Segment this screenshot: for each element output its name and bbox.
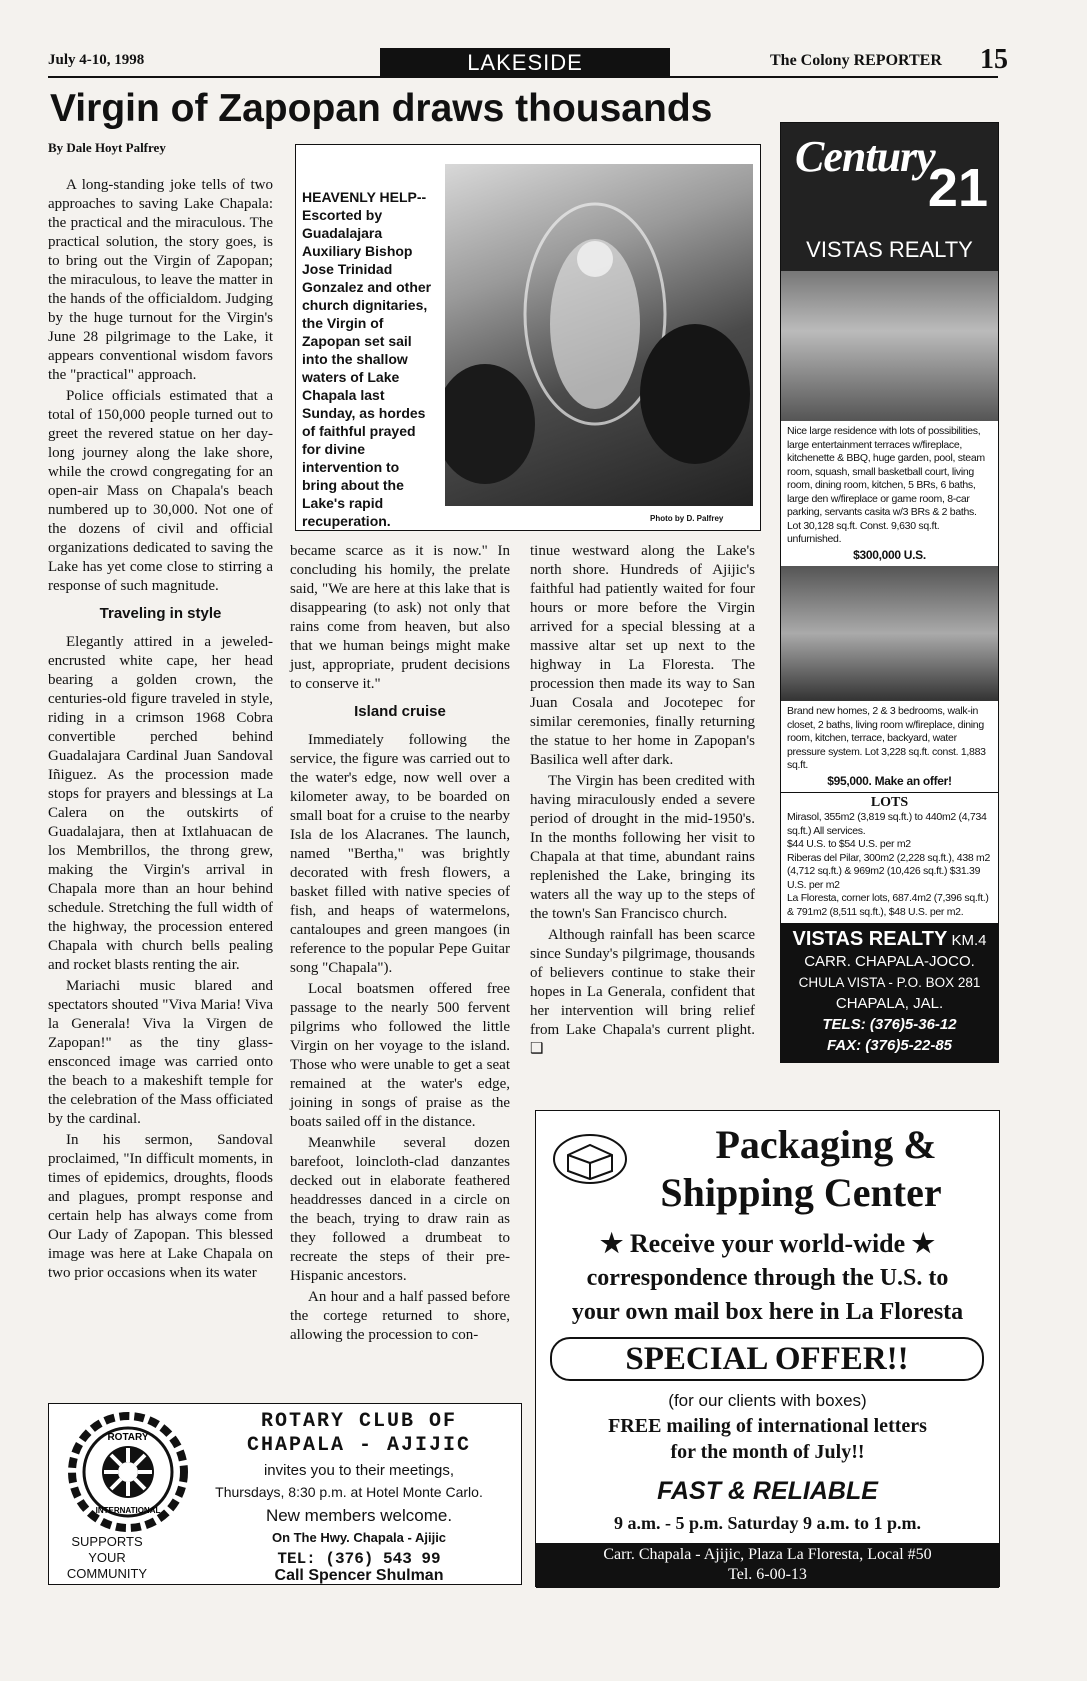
- rotary-welcome: New members welcome.: [265, 1506, 453, 1525]
- offer-month: for the month of July!!: [670, 1441, 865, 1463]
- paragraph: In his sermon, Sandoval proclaimed, "In difficult moments, in times of epidemics, droughts, floods and plagues, prompt response and certain help has always come from Our Lady of Zapopan. This blessed image was here at Lake Chapala on two prior occasions when its water: [48, 1132, 273, 1281]
- listing-2-price: $95,000. Make an offer!: [827, 773, 952, 788]
- subhead-traveling: Traveling in style: [99, 605, 222, 622]
- business-hours: 9 a.m. - 5 p.m. Saturday 9 a.m. to 1 p.m.: [613, 1513, 921, 1533]
- paragraph: Although rainfall has been scarce since Sunday's pilgrimage, thousands of believers continue to stake their hopes in La Generala, confident that her intervention will bring relief from Lake Chapala's current plight. ❑: [530, 927, 755, 1057]
- issue-date: July 4-10, 1998: [48, 52, 145, 68]
- vistas-address-line: CHULA VISTA - P.O. BOX 281: [798, 975, 981, 990]
- century21-brand: VISTAS REALTY: [806, 237, 973, 262]
- listing-1: [781, 421, 998, 566]
- correspondence-line: correspondence through the U.S. to: [586, 1265, 949, 1291]
- rotary-contact: Call Spencer Shulman: [274, 1567, 444, 1584]
- rotary-meeting-time: Thursdays, 8:30 p.m. at Hotel Monte Carlo.: [215, 1484, 483, 1500]
- paragraph: Local boatsmen offered free passage to the nearly 500 fervent pilgrims who followed the little Virgin on her voyage to the island. Those who were unable to get a seat remained at the water's edge, joining in songs of praise as the boats sailed off in the distance.: [290, 981, 510, 1130]
- paragraph: tinue westward along the Lake's north shore. Hundreds of Ajijic's faithful had patiently waited for four hours or more before the Virgin arrived for a special blessing at a massive altar set up next to the highway in La Floresta. The procession then made its way to San Juan Cosala and Jocotepec for similar ceremonies, finally returning the statue to her home in Zapopan's Basilica well after dark.: [530, 543, 755, 768]
- vistas-name: VISTAS REALTY: [792, 928, 948, 950]
- vistas-contact: [781, 923, 998, 1062]
- vistas-km: KM.4: [951, 932, 987, 949]
- photo-caption: HEAVENLY HELP-- Escorted by Guadalajara Auxiliary Bishop Jose Trinidad Gonzalez and other church dignitaries, the Virgin of Zapopan set sail into the shallow waters of Lake Chapala last Sunday, as hordes of faithful prayed for divine intervention to bring about the Lake's rapid recuperation.: [302, 189, 432, 529]
- photo-credit: Photo by D. Palfrey: [650, 514, 724, 523]
- paragraph: Immediately following the service, the figure was carried out to the water's edge, now well over a kilometer away, to be boarded on small boat for a cruise to the nearby Isla de los Alacranes. The launch, named "Bertha," was brightly decorated with fresh flowers, a basket filled with native species of fish, and heaps of watermelons, cantaloupes and green mangoes (in reference to the popular Pepe Guitar song "Chapala").: [290, 732, 510, 976]
- masthead-rule: [48, 76, 998, 78]
- rotary-title-2: CHAPALA - AJIJIC: [246, 1434, 472, 1457]
- supports-line: YOUR: [88, 1550, 126, 1565]
- article-column-1: [48, 176, 273, 1285]
- rotary-location: On The Hwy. Chapala - Ajijic: [271, 1530, 447, 1545]
- photo-illustration: [445, 164, 753, 506]
- receive-text: Receive your world-wide: [629, 1229, 906, 1258]
- listing-2: [781, 701, 998, 792]
- rotary-wheel-icon: [63, 1410, 193, 1535]
- article-column-2: [290, 542, 510, 1347]
- rotary-title-1: ROTARY CLUB OF: [260, 1410, 458, 1433]
- virgin-statue-photo: [445, 164, 753, 506]
- century21-ad: [780, 122, 999, 1063]
- supports-line: SUPPORTS: [71, 1534, 143, 1549]
- offer-note: (for our clients with boxes): [668, 1391, 867, 1410]
- vistas-address-line: CHAPALA, JAL.: [835, 995, 944, 1012]
- packaging-title-2: Shipping Center: [660, 1170, 942, 1215]
- paragraph: Meanwhile several dozen barefoot, loincloth-clad danzantes decked out in elaborate feathered headdresses danced in a circle on the beach, trying to draw rain as they followed a drumbeat to recreate the steps of their pre-Hispanic ancestors.: [290, 1135, 510, 1284]
- section-banner: LAKESIDE: [380, 48, 670, 78]
- star-icon: ★: [600, 1229, 624, 1258]
- rotary-club-ad: [48, 1403, 522, 1585]
- packaging-tel: Tel. 6-00-13: [728, 1566, 807, 1583]
- special-offer: SPECIAL OFFER!!: [550, 1337, 984, 1381]
- listing-1-price: $300,000 U.S.: [853, 547, 926, 562]
- article-headline: Virgin of Zapopan draws thousands: [50, 87, 713, 130]
- packaging-shipping-ad: [535, 1110, 1000, 1587]
- century21-number: 21: [927, 158, 988, 218]
- article-column-3: [530, 542, 755, 1061]
- address-bar: [536, 1543, 999, 1588]
- lots-title: LOTS: [781, 792, 998, 811]
- packaging-title-1: Packaging &: [715, 1122, 937, 1167]
- century21-logo-block: [781, 123, 998, 271]
- subhead-island-cruise: Island cruise: [354, 703, 446, 720]
- paragraph: Elegantly attired in a jeweled-encrusted white cape, her head bearing a golden crown, the centuries-old figure traveled in style, riding in a crimson 1968 Cobra convertible perched behind Guadalajara Cardinal Juan Sandoval Iñiguez. As the procession made stops for prayers and blessings at La Calera on the outskirts of Guadalajara, then at Ixtlahuacan de los Membrillos, the throng grew, making the Virgin's arrival in Chapala more than an hour behind schedule. Stretching the full width of the highway, the procession entered Chapala with church bells pealing and rocket blasts renting the air.: [48, 634, 273, 973]
- lot-item: $44 U.S. to $54 U.S. per m2: [787, 838, 911, 850]
- packaging-address: Carr. Chapala - Ajijic, Plaza La Floresta, Local #50: [603, 1546, 932, 1563]
- vistas-tels: TELS: (376)5-36-12: [822, 1016, 957, 1033]
- page-number: 15: [980, 44, 1008, 75]
- supports-line: COMMUNITY: [66, 1566, 148, 1581]
- listing-2-text: Brand new homes, 2 & 3 bedrooms, walk-in closet, 2 baths, living room w/fireplace, dining room, kitchen, terrace, backyard, water pressure system. Lot 3,228 sq.ft. const. 1,883 sq.ft.: [787, 705, 986, 771]
- mailbox-line: your own mail box here in La Floresta: [571, 1299, 964, 1325]
- century21-logo: Century: [795, 132, 935, 181]
- supports-community: [57, 1534, 157, 1582]
- paragraph: Mariachi music blared and spectators shouted "Viva Maria! Viva la Generala! Viva la Virgen de Zapopan!" as the tiny glass-ensconced image was carried onto the beach to a makeshift temple for the celebration of the Mass officiated by the cardinal.: [48, 978, 273, 1127]
- article-byline: By Dale Hoyt Palfrey: [48, 140, 166, 155]
- offer-free-mailing: FREE mailing of international letters: [608, 1415, 927, 1437]
- paragraph: An hour and a half passed before the cortege returned to shore, allowing the procession to con-: [290, 1289, 510, 1343]
- paragraph: The Virgin has been credited with having miraculously ended a severe period of drought in the mid-1950's. In the months following her visit to Chapala at that time, abundant rains replenished the Lake, bringing its waters all the way up to the steps of the town's San Francisco church.: [530, 773, 755, 922]
- paragraph: Police officials estimated that a total of 150,000 people turned out to greet the revered statue on her day-long journey along the lake shore, while the crowd congregating for an open-air Mass on Chapala's beach numbered up to 30,000. Not one of the dozens of civil and official organizations dedicated to saving the Lake has yet come close to stirring a response of such magnitude.: [48, 388, 273, 594]
- lot-item: Mirasol, 355m2 (3,819 sq.ft.) to 440m2 (4,734 sq.ft.) All services.: [787, 811, 987, 837]
- rotary-emblem-top: ROTARY: [107, 1432, 149, 1443]
- vistas-fax: FAX: (376)5-22-85: [826, 1037, 953, 1054]
- rotary-tel: TEL: (376) 543 99: [277, 1550, 441, 1568]
- paragraph: A long-standing joke tells of two approaches to saving Lake Chapala: the practical and the miraculous. The practical solution, the story goes, is to bring out the Virgin of Zapopan; the miraculous, to leave the matter in the hands of the officialdom. Judging by the huge turnout for the Virgin's June 28 pilgrimage to the Lake, it appears conventional wisdom favors the "practical" approach.: [48, 177, 273, 383]
- lot-item: La Floresta, corner lots, 687.4m2 (7,396 sq.ft.) & 791m2 (8,511 sq.ft.), $48 U.S. per m2.: [787, 892, 989, 918]
- lot-item: Riberas del Pilar, 300m2 (2,228 sq.ft.), 438 m2 (4,712 sq.ft.) & 969m2 (10,426 sq.ft.) $31.39 U.S. per m2: [787, 851, 991, 891]
- paper-name: The Colony REPORTER: [770, 52, 942, 69]
- star-icon: ★: [911, 1229, 935, 1258]
- lots-list: [781, 811, 998, 923]
- paragraph: became scarce as it is now." In concluding his homily, the prelate said, "We are here at this lake that is disappearing (to ask) not only that rains come from heaven, but also that we human beings might make just, appropriate, prudent decisions to conserve it.": [290, 543, 510, 692]
- vistas-contact-name: [785, 929, 994, 951]
- listing-1-text: Nice large residence with lots of possibilities, large entertainment terraces w/fireplace, kitchenette & BBQ, huge garden, pool, steam room, squash, small basketball court, living room, dining room, kitchen, 5 BRs, 6 baths, large den w/fireplace or game room, 8-car parking, servants casita w/3 BRs & 2 baths. Lot 30,128 sq.ft. Const. 9,630 sq.ft. unfurnished.: [787, 425, 985, 545]
- new-homes-photo: [781, 566, 998, 701]
- vistas-address-line: CARR. CHAPALA-JOCO.: [804, 953, 975, 970]
- rotary-invite: invites you to their meetings,: [263, 1462, 455, 1479]
- rotary-emblem-bottom: INTERNATIONAL: [95, 1506, 161, 1515]
- residence-photo: [781, 271, 998, 421]
- receive-line: [536, 1229, 999, 1259]
- fast-reliable: FAST & RELIABLE: [657, 1477, 878, 1505]
